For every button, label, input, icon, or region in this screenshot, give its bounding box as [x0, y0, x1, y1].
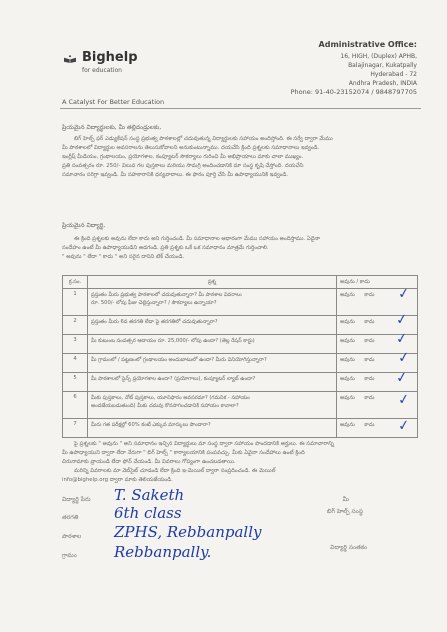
closing-paragraph — [62, 440, 417, 485]
brand-subtitle: for education — [82, 67, 122, 74]
field-label-name: విద్యార్థి పేరు — [62, 496, 91, 503]
student-name-field[interactable]: T. Saketh — [114, 486, 185, 504]
text-line: సందేహం ఉంటే మీ ఉపాధ్యాయుడిని అడగండి. ప్రతి ప్రశ్నకు ఒకే ఒక సమాధానం మాత్రమే గుర్తించాలి. — [62, 245, 269, 251]
greeting: ప్రియమైన విద్యార్థి, — [62, 222, 106, 229]
text-line: చిరునామాకు వ్రాయండి లేదా ఫోన్ చేయండి. మీ వివరాలు గోప్యంగా ఉంచబడతాయి. — [62, 459, 236, 465]
question-text — [88, 419, 337, 438]
office-title: Administrative Office: — [318, 40, 417, 49]
table-row — [63, 335, 418, 354]
checkmark-icon: ✓ — [396, 391, 411, 409]
table-row — [63, 316, 418, 335]
header-sno: క్ర.సం. — [63, 276, 88, 289]
table-row — [63, 354, 418, 373]
text-line: ఈ క్రింది ప్రశ్నలకు అవును లేదా కాదు అని గుర్తించండి. మీ సమాధానాల ఆధారంగా మేము సహాయం అందిస్తాము. ఏదైనా — [74, 236, 321, 242]
header-divider — [60, 108, 421, 109]
instruction-paragraph — [62, 235, 417, 262]
table-header-row — [63, 276, 418, 289]
answer-yes[interactable]: అవును — [340, 395, 355, 401]
answer-no[interactable]: కాదు — [364, 292, 375, 298]
question-line: అందజేయబడుతుంది) మీకు చదువు కొనసాగించడానికి సహాయం కావాలా? — [91, 403, 239, 409]
question-text — [88, 289, 337, 316]
checkmark-icon: ✓ — [396, 349, 411, 367]
intro-paragraph — [62, 135, 417, 180]
question-text — [88, 316, 337, 335]
answer-no[interactable]: కాదు — [364, 422, 375, 428]
question-line: ప్రస్తుతం మీరు ప్రభుత్వ పాఠశాలలో చదువుతున్నారా? మీ పాఠశాల వివరాలు — [91, 292, 242, 298]
brand-name: Bighelp — [82, 50, 138, 65]
text-line: ప్రతి సంవత్సరం రూ. 250/- విలువ గల పుస్తకాలు మరియు సామగ్రి అందించడానికి మా సంస్థ కృషి చేస్తోంది. దయచేసి — [62, 163, 304, 169]
address-line: 16, HIGH, (Duplex) APHB, — [340, 53, 417, 60]
checkmark-icon: ✓ — [394, 369, 409, 387]
field-label-school: పాఠశాల — [62, 533, 82, 540]
question-text — [88, 354, 337, 373]
answer-yes[interactable]: అవును — [340, 319, 355, 325]
row-number: 3 — [63, 335, 88, 354]
table-row — [63, 289, 418, 316]
question-line: మీరు గత పరీక్షల్లో 60% కంటే ఎక్కువ మార్కులు పొందారా? — [91, 422, 211, 428]
student-signature-label: విద్యార్థి సంతకం — [330, 544, 367, 551]
checkmark-icon: ✓ — [394, 330, 409, 348]
bighelp-logo — [58, 44, 82, 74]
header-answer: అవును / కాదు — [337, 276, 418, 289]
row-number: 7 — [63, 419, 88, 438]
answer-yes[interactable]: అవును — [340, 292, 355, 298]
questions-table — [62, 275, 418, 438]
row-number: 6 — [63, 392, 88, 419]
text-line: పై ప్రశ్నలకు " అవును " అని సమాధానం ఇచ్చిన విద్యార్థులు మా సంస్థ ద్వారా సహాయం పొందడానికి అర్హులు. ఈ సమాచారాన్ని — [74, 441, 334, 447]
question-text — [88, 335, 337, 354]
answer-yes[interactable]: అవును — [340, 376, 355, 382]
signature-line1: మీ — [342, 496, 349, 503]
question-text — [88, 373, 337, 392]
row-number: 1 — [63, 289, 88, 316]
text-line: మీ ఉపాధ్యాయుని ద్వారా లేదా నేరుగా " బిగ్ హెల్ప్ " కార్యాలయానికి పంపవచ్చు. మీకు ఏవైనా సందేహాలు ఉంటే క్రింది — [62, 450, 305, 456]
answer-yes[interactable]: అవును — [340, 357, 355, 363]
row-number: 4 — [63, 354, 88, 373]
address-line: Hyderabad - 72 — [370, 71, 417, 78]
answer-no[interactable]: కాదు — [364, 357, 375, 363]
checkmark-icon: ✓ — [394, 311, 409, 329]
text-line: " అవును " లేదా " కాదు " అని సరైన దానిని టిక్ చేయండి. — [62, 254, 185, 260]
question-line: మీకు పుస్తకాలు, నోట్ పుస్తకాలు, యూనిఫారం అవసరమా? (గమనిక - సహాయం — [91, 395, 250, 401]
row-number: 5 — [63, 373, 88, 392]
salutation: ప్రియమైన విద్యార్థులకు, మీ తల్లిదండ్రులకు, — [62, 124, 162, 131]
question-line: మీ పాఠశాలలో సైన్స్ ప్రయోగశాల ఉందా? (ప్రయోగాలు), కంప్యూటర్ ల్యాబ్ ఉందా? — [91, 376, 256, 382]
header-question: ప్రశ్న — [88, 276, 337, 289]
question-line: ప్రస్తుతం మీరు 6వ తరగతి లేదా పై తరగతిలో చదువుతున్నారా? — [91, 319, 218, 325]
text-line: సమాచారం సరిగ్గా ఇవ్వండి. మీ సహకారానికి ధన్యవాదాలు. ఈ ఫారం పూర్తి చేసి మీ ఉపాధ్యాయునికి ఇవ్వండి. — [62, 172, 289, 178]
text-line: info@bighelp.org ద్వారా మాకు తెలియజేయండి. — [62, 477, 173, 483]
checkmark-icon: ✓ — [396, 417, 411, 435]
village-field[interactable]: Rebbanpally. — [114, 543, 212, 561]
office-phone: Phone: 91-40-23152074 / 9848797705 — [290, 88, 417, 96]
answer-yes[interactable]: అవును — [340, 338, 355, 344]
answer-no[interactable]: కాదు — [364, 395, 375, 401]
table-row — [63, 419, 418, 438]
question-line: మీ గ్రామంలో / పట్టణంలో గ్రంథాలయం అందుబాటులో ఉందా? మీరు వినియోగిస్తున్నారా? — [91, 357, 267, 363]
checkmark-icon: ✓ — [396, 285, 411, 303]
address-line: Balajinagar, Kukatpally — [348, 62, 417, 69]
question-text — [88, 392, 337, 419]
table-row — [63, 392, 418, 419]
tagline: A Catalyst For Better Education — [62, 98, 165, 106]
question-line: రూ. 500/- లోపు ఫీజు చెల్లిస్తున్నారా? / సౌకర్యాలు ఉన్నాయా? — [91, 300, 217, 306]
answer-no[interactable]: కాదు — [364, 338, 375, 344]
text-line: మరిన్ని వివరాలకు మా వెబ్‌సైట్ చూడండి లేదా క్రింది ఇ-మెయిల్ ద్వారా సంప్రదించండి. ఈ మెయిల్ — [74, 468, 276, 474]
answer-yes[interactable]: అవును — [340, 422, 355, 428]
field-label-village: గ్రామం — [62, 552, 77, 559]
address-line: Andhra Pradesh, INDIA — [348, 80, 417, 87]
office-address — [267, 40, 417, 97]
text-line: బిగ్ హెల్ప్ ఫర్ ఎడ్యుకేషన్ సంస్థ ప్రభుత్వ పాఠశాలల్లో చదువుతున్న విద్యార్థులకు సహాయం అందిస్తోంది. ఈ సర్వే ద్వారా మేము — [74, 136, 333, 142]
text-line: ఇంగ్లీష్ మీడియం, గ్రంథాలయం, ప్రయోగశాల, కంప్యూటర్ సౌకర్యాలు గురించి మీ అభిప్రాయాలు మాకు చాలా ముఖ్యం. — [62, 154, 304, 160]
school-field[interactable]: ZPHS, Rebbanpally — [114, 523, 262, 541]
question-line: మీ కుటుంబ సంవత్సర ఆదాయం రూ. 25,000/- లోపు ఉందా? (తెల్ల రేషన్ కార్డు) — [91, 338, 255, 344]
table-row — [63, 373, 418, 392]
row-number: 2 — [63, 316, 88, 335]
signature-line2: బిగ్ హెల్ప్ సంస్థ — [326, 508, 363, 515]
answer-no[interactable]: కాదు — [364, 376, 375, 382]
text-line: మీ పాఠశాలలో విద్యార్థుల అవసరాలను తెలుసుకోవాలని అనుకుంటున్నాము. దయచేసి క్రింది ప్రశ్నలకు సమాధానాలు ఇవ్వండి. — [62, 145, 320, 151]
field-label-class: తరగతి — [62, 514, 79, 521]
class-field[interactable]: 6th class — [114, 504, 182, 522]
answer-no[interactable]: కాదు — [364, 319, 375, 325]
